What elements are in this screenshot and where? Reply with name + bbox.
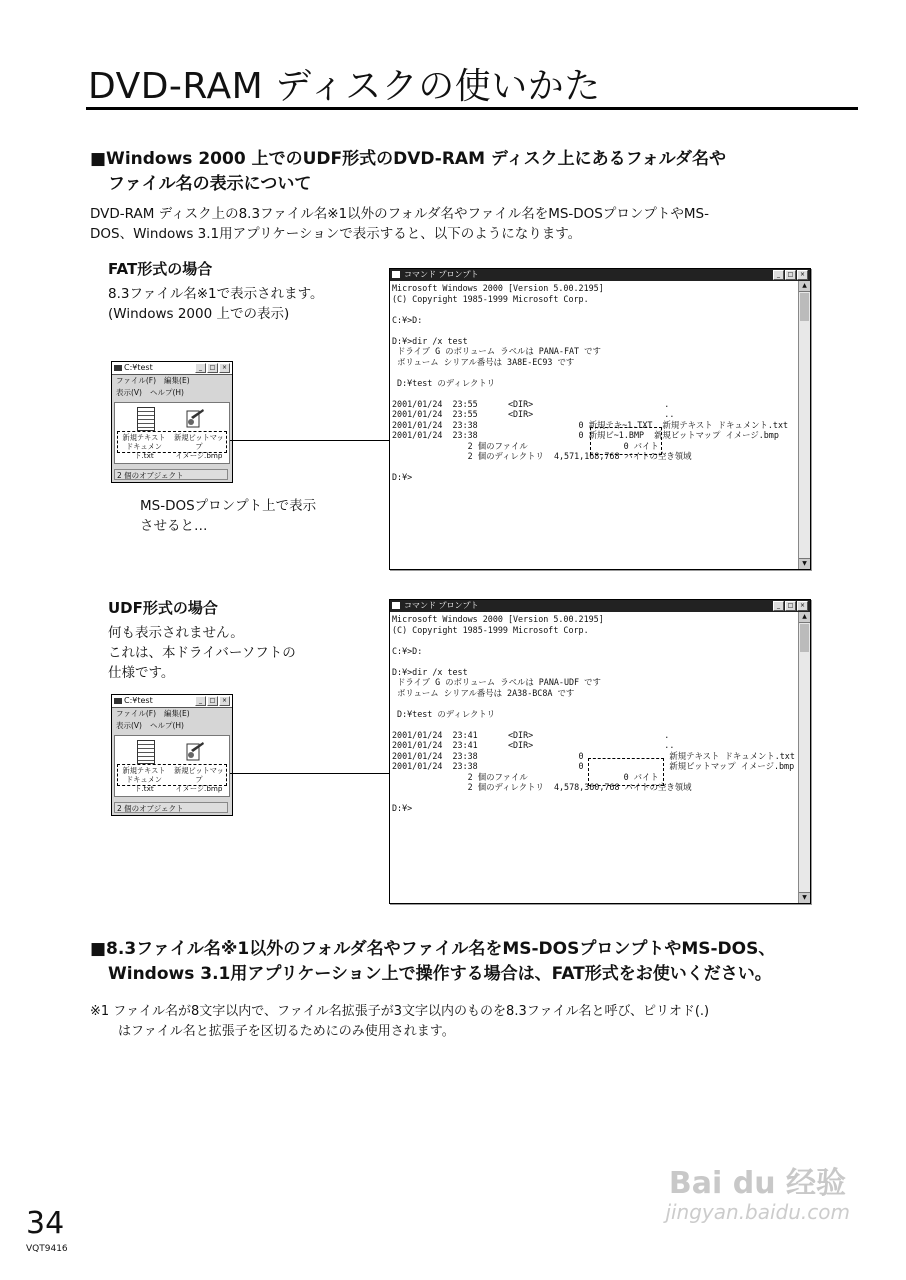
maximize-button[interactable]: □	[785, 270, 796, 280]
menu-help[interactable]: ヘルプ(H)	[149, 721, 184, 730]
highlight-box	[117, 431, 227, 453]
scroll-thumb[interactable]	[800, 293, 809, 321]
file2-label[interactable]: 新規ビットマップ イメージ.bmp	[171, 433, 227, 460]
scroll-thumb[interactable]	[800, 624, 809, 652]
console-window-udf	[389, 599, 811, 904]
explorer-file-pane	[114, 402, 230, 464]
bitmap-file-icon[interactable]	[185, 740, 205, 762]
title-rule	[86, 107, 858, 110]
menu-view[interactable]: 表示(V)	[116, 721, 142, 730]
file1-label[interactable]: 新規テキスト ドキュメント.txt	[119, 766, 169, 793]
highlight-box	[590, 427, 662, 455]
menu-edit[interactable]: 編集(E)	[164, 709, 190, 718]
minimize-button[interactable]: _	[773, 601, 784, 611]
highlight-box	[117, 764, 227, 786]
close-button[interactable]: ×	[797, 270, 808, 280]
console-icon	[392, 271, 400, 278]
doc-code: VQT9416	[26, 1244, 68, 1254]
page-number: 34	[26, 1206, 65, 1241]
udf-desc-line3: 仕様です。	[108, 665, 175, 681]
section1-body-line1: DVD-RAM ディスク上の8.3ファイル名※1以外のフォルダ名やファイル名をMS-DOSプロンプトやMS-	[90, 206, 709, 222]
console-title: コマンド プロンプト	[404, 601, 479, 610]
watermark-url: jingyan.baidu.com	[665, 1200, 850, 1224]
status-bar: 2 個のオブジェクト	[114, 802, 228, 813]
explorer-window-udf	[111, 694, 233, 816]
console-output: Microsoft Windows 2000 [Version 5.00.2195] (C) Copyright 1985-1999 Microsoft Corp. C:¥>D: D:¥>dir /x test ドライブ G のボリューム ラベルは PANA-FAT です ボリューム シリアル番号は 3A8E-EC93 です D:¥test のディレクトリ 2001/01/24 23:55 <DIR> . 2001/01/24 23:55 <DIR> .. 2001/01/24 23:38 0 新規テキ~1.TXT 新規テキスト ドキュメント.txt 2001/01/24 23:38 0 新規ビ~1.BMP 新規ビットマップ イメージ.bmp 2 個のファイル 0 バイト 2 個のディレクトリ 4,571,168,768 バイトの空き領域 D:¥>	[392, 283, 789, 482]
console-window-fat	[389, 268, 811, 570]
watermark-logo: Bai du 经验	[668, 1166, 846, 1201]
maximize-button[interactable]: □	[207, 363, 218, 373]
fat-desc-line1: 8.3ファイル名※1で表示されます。	[108, 286, 324, 302]
footnote-line1: ※1 ファイル名が8文字以内で、ファイル名拡張子が3文字以内のものを8.3ファイル名と呼び、ピリオド(.)	[90, 1004, 710, 1019]
explorer-titlebar	[112, 695, 232, 708]
menu-help[interactable]: ヘルプ(H)	[149, 388, 184, 397]
fat-desc-line2: (Windows 2000 上での表示)	[108, 306, 290, 322]
console-output: Microsoft Windows 2000 [Version 5.00.2195] (C) Copyright 1985-1999 Microsoft Corp. C:¥>D: D:¥>dir /x test ドライブ G のボリューム ラベルは PANA-UDF です ボリューム シリアル番号は 2A38-BC8A です D:¥test のディレクトリ 2001/01/24 23:41 <DIR> . 2001/01/24 23:41 <DIR> .. 2001/01/24 23:38 0 新規テキスト ドキュメント.txt 2001/01/24 23:38 0 新規ビットマップ イメージ.bmp 2 個のファイル 0 バイト 2 個のディレクトリ 4,578,360,768 バイトの空き領域 D:¥>	[392, 614, 795, 813]
menu-file[interactable]: ファイル(F)	[116, 376, 157, 385]
folder-icon	[114, 365, 122, 371]
explorer-title: C:¥test	[124, 363, 153, 372]
explorer-title: C:¥test	[124, 696, 153, 705]
menu-file[interactable]: ファイル(F)	[116, 709, 157, 718]
udf-desc-line2: これは、本ドライバーソフトの	[108, 645, 296, 661]
minimize-button[interactable]: _	[195, 696, 206, 706]
section1-heading-line1: ■Windows 2000 上でのUDF形式のDVD-RAM ディスク上にあるフォルダ名や	[90, 149, 727, 169]
text-file-icon[interactable]	[137, 740, 155, 764]
fat-callout-line2: させると…	[140, 518, 208, 534]
menu-view[interactable]: 表示(V)	[116, 388, 142, 397]
file1-label[interactable]: 新規テキスト ドキュメント.txt	[119, 433, 169, 460]
scroll-up-icon[interactable]: ▲	[799, 612, 810, 623]
udf-desc-line1: 何も表示されません。	[108, 625, 244, 641]
scroll-down-icon[interactable]: ▼	[799, 558, 810, 569]
minimize-button[interactable]: _	[195, 363, 206, 373]
console-title: コマンド プロンプト	[404, 270, 479, 279]
bitmap-file-icon[interactable]	[185, 407, 205, 429]
maximize-button[interactable]: □	[207, 696, 218, 706]
fat-callout-line1: MS-DOSプロンプト上で表示	[140, 498, 317, 514]
close-button[interactable]: ×	[219, 696, 230, 706]
minimize-button[interactable]: _	[773, 270, 784, 280]
explorer-file-pane	[114, 735, 230, 797]
explorer-titlebar	[112, 362, 232, 375]
section1-body-line2: DOS、Windows 3.1用アプリケーションで表示すると、以下のようになります。	[90, 226, 582, 242]
console-icon	[392, 602, 400, 609]
maximize-button[interactable]: □	[785, 601, 796, 611]
vertical-scrollbar[interactable]	[798, 281, 810, 569]
scroll-up-icon[interactable]: ▲	[799, 281, 810, 292]
scroll-down-icon[interactable]: ▼	[799, 892, 810, 903]
fat-label: FAT形式の場合	[108, 260, 213, 278]
section2-heading-line2: Windows 3.1用アプリケーション上で操作する場合は、FAT形式をお使いください。	[108, 964, 772, 984]
vertical-scrollbar[interactable]	[798, 612, 810, 903]
section2-heading-line1: ■8.3ファイル名※1以外のフォルダ名やファイル名をMS-DOSプロンプトやMS-DOS、	[90, 939, 776, 959]
folder-icon	[114, 698, 122, 704]
status-bar: 2 個のオブジェクト	[114, 469, 228, 480]
menu-edit[interactable]: 編集(E)	[164, 376, 190, 385]
console-titlebar	[390, 600, 810, 612]
explorer-window-fat	[111, 361, 233, 483]
close-button[interactable]: ×	[219, 363, 230, 373]
udf-label: UDF形式の場合	[108, 599, 218, 617]
footnote-line2: はファイル名と拡張子を区切るためにのみ使用されます。	[118, 1024, 455, 1039]
text-file-icon[interactable]	[137, 407, 155, 431]
section1-heading-line2: ファイル名の表示について	[108, 174, 312, 194]
file2-label[interactable]: 新規ビットマップ イメージ.bmp	[171, 766, 227, 793]
page-title: DVD-RAM ディスクの使いかた	[88, 66, 601, 107]
console-titlebar	[390, 269, 810, 281]
close-button[interactable]: ×	[797, 601, 808, 611]
highlight-box	[588, 758, 664, 786]
